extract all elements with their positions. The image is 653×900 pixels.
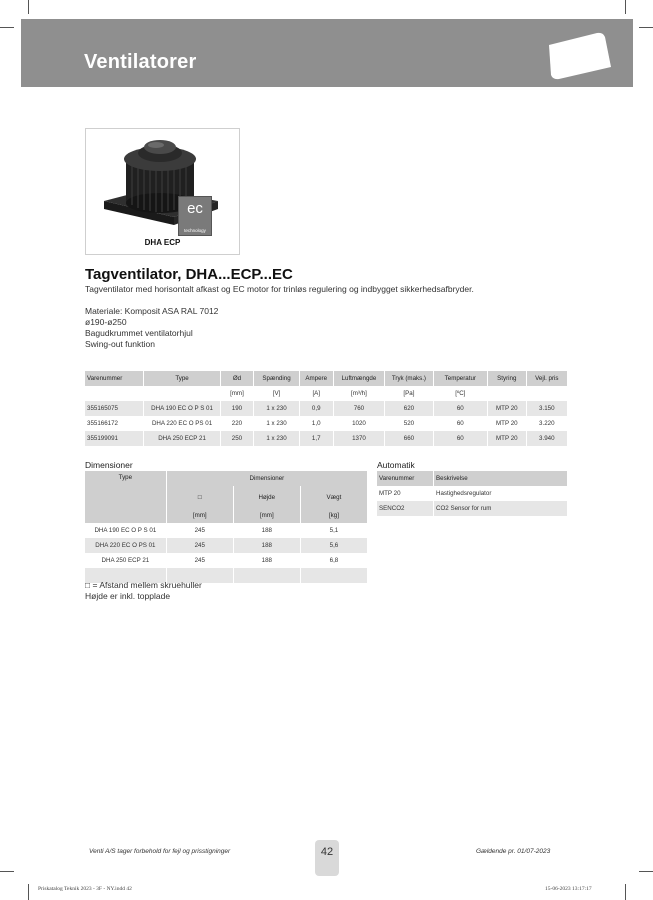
crop-mark-top-left — [0, 27, 14, 28]
unit-cell — [144, 386, 220, 401]
col-square: □ — [166, 486, 233, 508]
cell: SENCO2 — [377, 501, 434, 516]
unit-cell — [526, 386, 567, 401]
cell — [233, 568, 300, 583]
automatik-table — [377, 471, 568, 516]
cell: 188 — [233, 538, 300, 553]
cell: CO2 Sensor for rum — [434, 501, 568, 516]
crop-mark-bottom-left-v — [28, 884, 29, 900]
page-number-tab — [315, 840, 339, 876]
table-row — [85, 416, 568, 431]
unit-cell — [488, 386, 527, 401]
table-row — [85, 553, 368, 568]
cell: 60 — [433, 401, 487, 416]
table-row — [85, 401, 568, 416]
unit-cell: [m³/h] — [333, 386, 385, 401]
page-header — [21, 19, 633, 87]
cell: DHA 220 EC O PS 01 — [85, 538, 166, 553]
spec-line: Bagudkrummet ventilatorhjul — [85, 328, 193, 338]
col-type: Type — [85, 471, 166, 523]
cell: 1 x 230 — [254, 431, 300, 446]
cell: 5,6 — [300, 538, 367, 553]
col-varenummer: Varenummer — [85, 371, 144, 386]
cell: 355166172 — [85, 416, 144, 431]
col-tryk: Tryk (maks.) — [385, 371, 433, 386]
unit-cell — [85, 386, 144, 401]
unit-cell: [mm] — [220, 386, 254, 401]
cell: 188 — [233, 523, 300, 538]
product-heading: Tagventilator, DHA...ECP...EC — [85, 266, 293, 283]
ec-badge-sub: technology — [184, 228, 206, 233]
cell: MTP 20 — [488, 431, 527, 446]
fan-image — [86, 129, 239, 237]
cell: 1 x 230 — [254, 416, 300, 431]
cell: 3.150 — [526, 401, 567, 416]
dimensions-label: Dimensioner — [85, 460, 133, 470]
cell: DHA 190 EC O P S 01 — [85, 523, 166, 538]
table-header-row — [85, 371, 568, 386]
col-group-dimensions: Dimensioner — [166, 471, 367, 486]
col-ampere: Ampere — [299, 371, 333, 386]
cell: MTP 20 — [488, 401, 527, 416]
col-luftmaengde: Luftmængde — [333, 371, 385, 386]
footer-validity: Gældende pr. 01/07-2023 — [476, 848, 551, 855]
crop-mark-top-left-v — [28, 0, 29, 14]
table-units-row — [85, 386, 568, 401]
product-caption: DHA ECP — [144, 238, 181, 247]
unit-cell: [Pa] — [385, 386, 433, 401]
table-row — [85, 538, 368, 553]
print-slug-file: Priskatalog Teknik 2023 - 3F - NY.indd 42 — [38, 886, 132, 892]
cell: 355165075 — [85, 401, 144, 416]
cell: 220 — [220, 416, 254, 431]
col-od: Ød — [220, 371, 254, 386]
cell: 620 — [385, 401, 433, 416]
crop-mark-bottom-right — [639, 871, 653, 872]
unit-cell: [V] — [254, 386, 300, 401]
note-line: □ = Afstand mellem skruehuller — [85, 580, 202, 590]
col-spaending: Spænding — [254, 371, 300, 386]
product-image-box — [85, 128, 240, 255]
unit-cell: [mm] — [166, 508, 233, 523]
col-hoejde: Højde — [233, 486, 300, 508]
cell: 245 — [166, 553, 233, 568]
cell: DHA 250 ECP 21 — [144, 431, 220, 446]
col-pris: Vejl. pris — [526, 371, 567, 386]
footer-disclaimer: Venti A/S tager forbehold for fejl og prisstigninger — [89, 848, 231, 855]
cell: 1 x 230 — [254, 401, 300, 416]
col-temperatur: Temperatur — [433, 371, 487, 386]
page-title: Ventilatorer — [84, 51, 197, 73]
table-row — [377, 486, 568, 501]
crop-mark-top-right-v — [625, 0, 626, 14]
cell: 250 — [220, 431, 254, 446]
automatik-label: Automatik — [377, 460, 415, 470]
spec-line: ø190-ø250 — [85, 317, 127, 327]
main-spec-table — [85, 371, 568, 446]
cell: MTP 20 — [488, 416, 527, 431]
cell: 5,1 — [300, 523, 367, 538]
col-vaegt: Vægt — [300, 486, 367, 508]
col-styring: Styring — [488, 371, 527, 386]
dimensions-table — [85, 471, 368, 583]
cell: 355199091 — [85, 431, 144, 446]
cell: 1020 — [333, 416, 385, 431]
spec-line: Materiale: Komposit ASA RAL 7012 — [85, 306, 219, 316]
cell: 6,8 — [300, 553, 367, 568]
unit-cell: [ºC] — [433, 386, 487, 401]
crop-mark-bottom-left — [0, 871, 14, 872]
cell: 0,9 — [299, 401, 333, 416]
cell — [300, 568, 367, 583]
table-row — [85, 431, 568, 446]
unit-cell: [A] — [299, 386, 333, 401]
crop-mark-top-right — [639, 27, 653, 28]
cell: 245 — [166, 538, 233, 553]
cell: 188 — [233, 553, 300, 568]
cell: DHA 250 ECP 21 — [85, 553, 166, 568]
ec-badge — [178, 196, 212, 236]
table-row — [85, 523, 368, 538]
cell: 1,0 — [299, 416, 333, 431]
cell: 60 — [433, 431, 487, 446]
unit-cell: [kg] — [300, 508, 367, 523]
cell: 3.940 — [526, 431, 567, 446]
header-tab-icon — [541, 31, 611, 81]
cell: 660 — [385, 431, 433, 446]
cell: 760 — [333, 401, 385, 416]
page-number: 42 — [320, 846, 334, 858]
col-varenummer: Varenummer — [377, 471, 434, 486]
cell: DHA 190 EC O P S 01 — [144, 401, 220, 416]
table-header-row — [377, 471, 568, 486]
cell: 60 — [433, 416, 487, 431]
cell: 190 — [220, 401, 254, 416]
product-subtitle: Tagventilator med horisontalt afkast og EC motor for trinløs regulering og indbygget sikkerhedsafbryder. — [85, 284, 474, 294]
cell: 245 — [166, 523, 233, 538]
unit-cell: [mm] — [233, 508, 300, 523]
col-type: Type — [144, 371, 220, 386]
cell: MTP 20 — [377, 486, 434, 501]
cell: 520 — [385, 416, 433, 431]
cell: Hastighedsregulator — [434, 486, 568, 501]
cell: DHA 220 EC O PS 01 — [144, 416, 220, 431]
crop-mark-bottom-right-v — [625, 884, 626, 900]
table-header-row — [85, 471, 368, 486]
cell: 3.220 — [526, 416, 567, 431]
col-beskrivelse: Beskrivelse — [434, 471, 568, 486]
table-row — [377, 501, 568, 516]
print-slug-date: 15-06-2023 13:17:17 — [545, 886, 592, 892]
cell: 1,7 — [299, 431, 333, 446]
spec-line: Swing-out funktion — [85, 339, 155, 349]
cell: 1370 — [333, 431, 385, 446]
ec-badge-main: ec — [187, 200, 203, 217]
note-line: Højde er inkl. topplade — [85, 591, 171, 601]
